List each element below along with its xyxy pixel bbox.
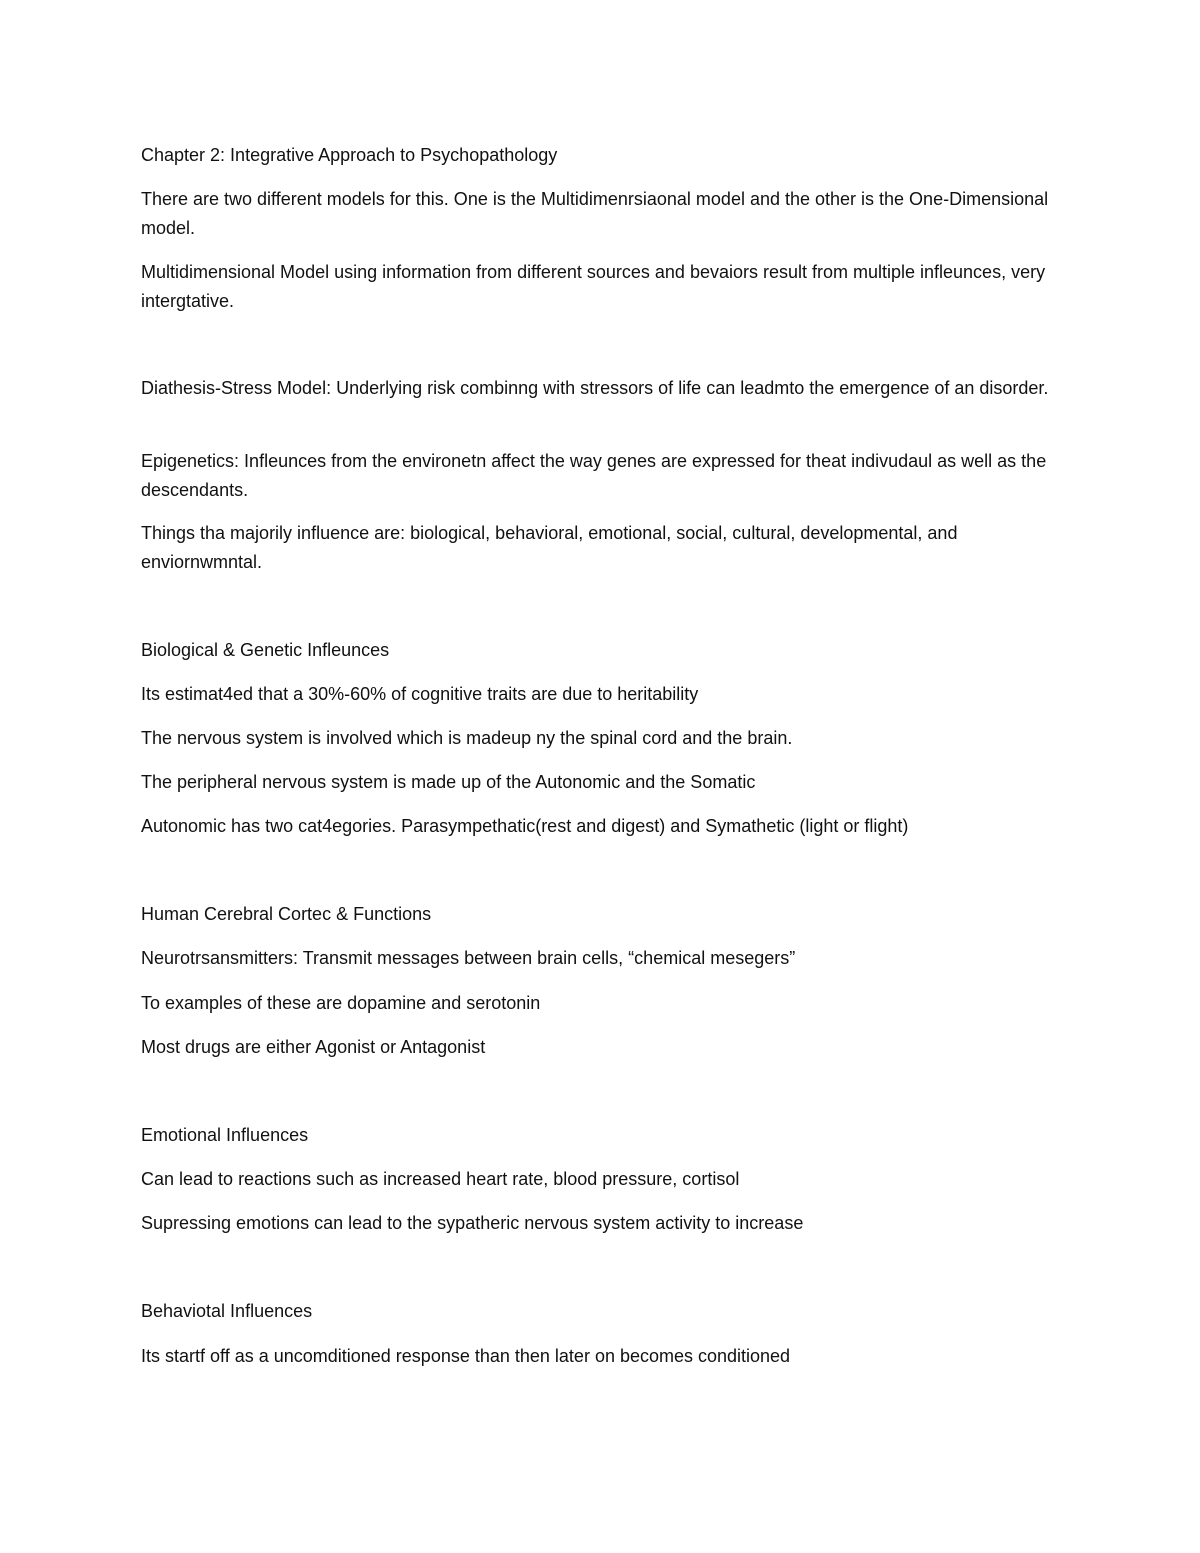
biological-heading: Biological & Genetic Infleunces [141,640,390,660]
behavioral-heading: Behaviotal Influences [141,1301,313,1321]
cortex-line-2: To examples of these are dopamine and serotonin [141,993,541,1013]
intro-paragraph: There are two different models for this. One is the Multidimenrsiaonal model and the other is the One-Dimensional model. [141,189,1049,238]
emotional-line-1: Can lead to reactions such as increased heart rate, blood pressure, cortisol [141,1169,740,1189]
biological-line-3: The peripheral nervous system is made up of the Autonomic and the Somatic [141,772,756,792]
multidimensional-paragraph: Multidimensional Model using information from different sources and bevaiors result from multiple infleunces, very intergtative. [141,262,1046,311]
cortex-line-3: Most drugs are either Agonist or Antagonist [141,1037,486,1057]
emotional-heading: Emotional Influences [141,1125,309,1145]
cortex-line-1: Neurotrsansmitters: Transmit messages between brain cells, “chemical mesegers” [141,948,796,968]
epigenetics-paragraph: Epigenetics: Infleunces from the environetn affect the way genes are expressed for theat indivudaul as well as the descendants. [141,451,1047,500]
cortex-heading: Human Cerebral Cortec & Functions [141,904,432,924]
chapter-title: Chapter 2: Integrative Approach to Psychopathology [141,145,558,165]
influences-paragraph: Things tha majorily influence are: biological, behavioral, emotional, social, cultural, developmental, and enviornwmntal. [141,523,958,572]
behavioral-line-1: Its startf off as a uncomditioned response than then later on becomes conditioned [141,1346,791,1366]
diathesis-paragraph: Diathesis-Stress Model: Underlying risk combinng with stressors of life can leadmto the emergence of an disorder. [141,378,1049,398]
biological-line-1: Its estimat4ed that a 30%-60% of cognitive traits are due to heritability [141,684,699,704]
biological-line-2: The nervous system is involved which is madeup ny the spinal cord and the brain. [141,728,793,748]
emotional-line-2: Supressing emotions can lead to the sypatheric nervous system activity to increase [141,1213,804,1233]
biological-line-4: Autonomic has two cat4egories. Parasympethatic(rest and digest) and Symathetic (light or flight) [141,816,909,836]
